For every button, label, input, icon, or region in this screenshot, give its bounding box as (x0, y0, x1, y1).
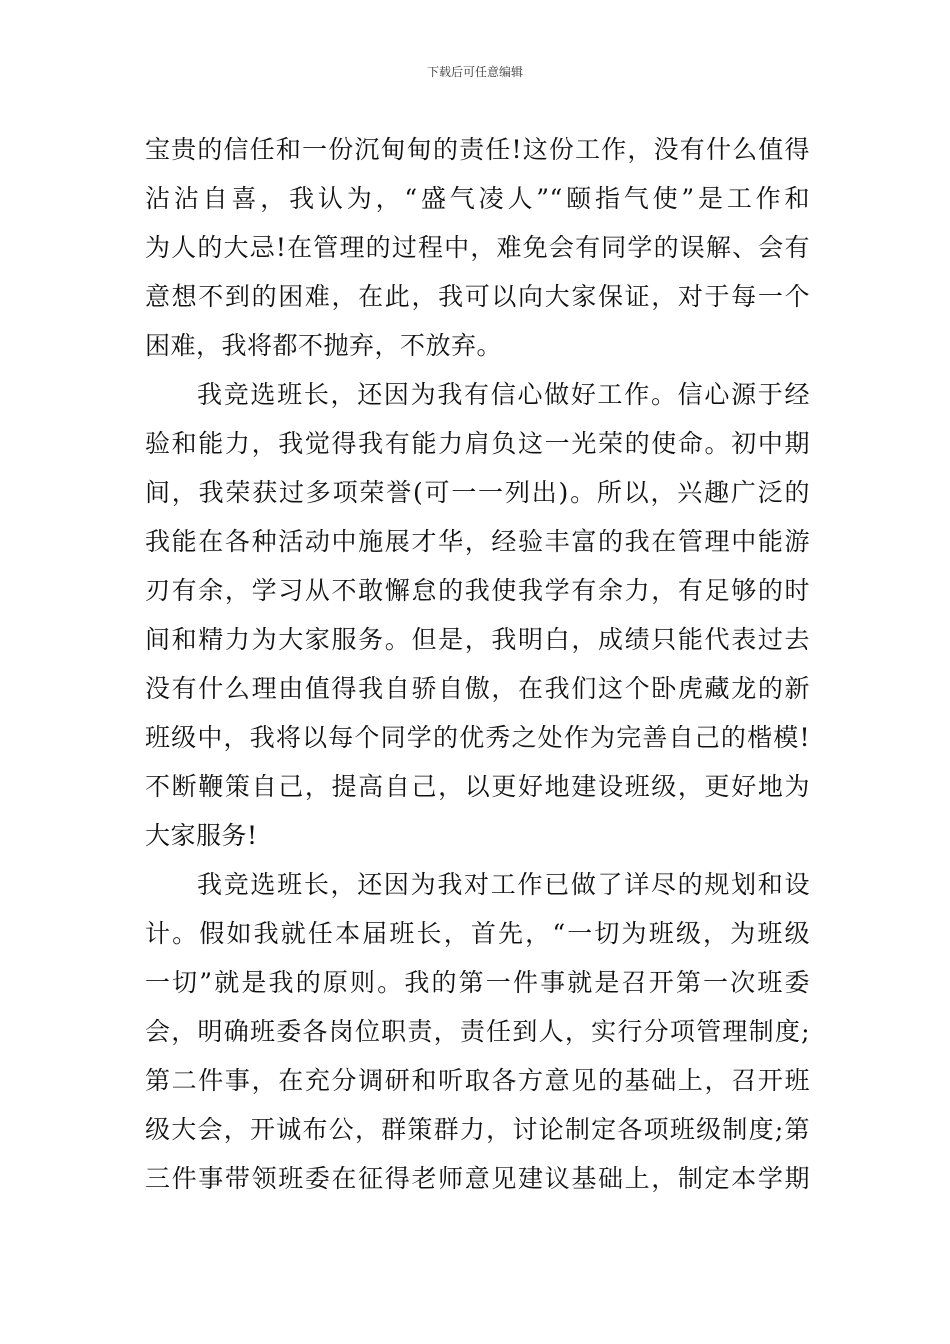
text-line: 一切”就是我的原则。我的第一件事就是召开第一次班委 (145, 968, 810, 997)
text-line: 没有什么理由值得我自骄自傲，在我们这个卧虎藏龙的新 (145, 674, 810, 703)
text-line: 我能在各种活动中施展才华，经验丰富的我在管理中能游 (145, 527, 810, 556)
text-line: 宝贵的信任和一份沉甸甸的责任!这份工作，没有什么值得 (145, 135, 810, 164)
text-line: 班级中，我将以每个同学的优秀之处作为完善自己的楷模! (145, 723, 810, 752)
text-line: 刃有余，学习从不敢懈怠的我使我学有余力，有足够的时 (145, 576, 810, 605)
text-line: 我竞选班长，还因为我有信心做好工作。信心源于经 (197, 380, 810, 409)
text-line: 大家服务! (145, 821, 258, 850)
text-line: 不断鞭策自己，提高自己，以更好地建设班级，更好地为 (145, 772, 810, 801)
text-line: 意想不到的困难，在此，我可以向大家保证，对于每一个 (145, 282, 810, 311)
text-line: 沾沾自喜，我认为，“盛气凌人”“颐指气使”是工作和 (145, 184, 810, 213)
text-line: 验和能力，我觉得我有能力肩负这一光荣的使命。初中期 (145, 429, 810, 458)
page-header-note: 下载后可任意编辑 (426, 65, 523, 79)
text-line: 间，我荣获过多项荣誉(可一一列出)。所以，兴趣广泛的 (145, 478, 810, 507)
text-line: 困难，我将都不抛弃，不放弃。 (145, 331, 503, 360)
text-line: 为人的大忌!在管理的过程中，难免会有同学的误解、会有 (145, 233, 810, 262)
text-line: 三件事带领班委在征得老师意见建议基础上，制定本学期 (145, 1164, 810, 1193)
text-line: 第二件事，在充分调研和听取各方意见的基础上，召开班 (145, 1066, 810, 1095)
text-line: 级大会，开诚布公，群策群力，讨论制定各项班级制度;第 (145, 1115, 810, 1144)
text-line: 间和精力为大家服务。但是，我明白，成绩只能代表过去 (145, 625, 810, 654)
text-line: 会，明确班委各岗位职责，责任到人，实行分项管理制度; (145, 1017, 810, 1046)
text-line: 我竞选班长，还因为我对工作已做了详尽的规划和设 (197, 870, 810, 899)
text-line: 计。假如我就任本届班长，首先，“一切为班级，为班级 (145, 919, 810, 948)
